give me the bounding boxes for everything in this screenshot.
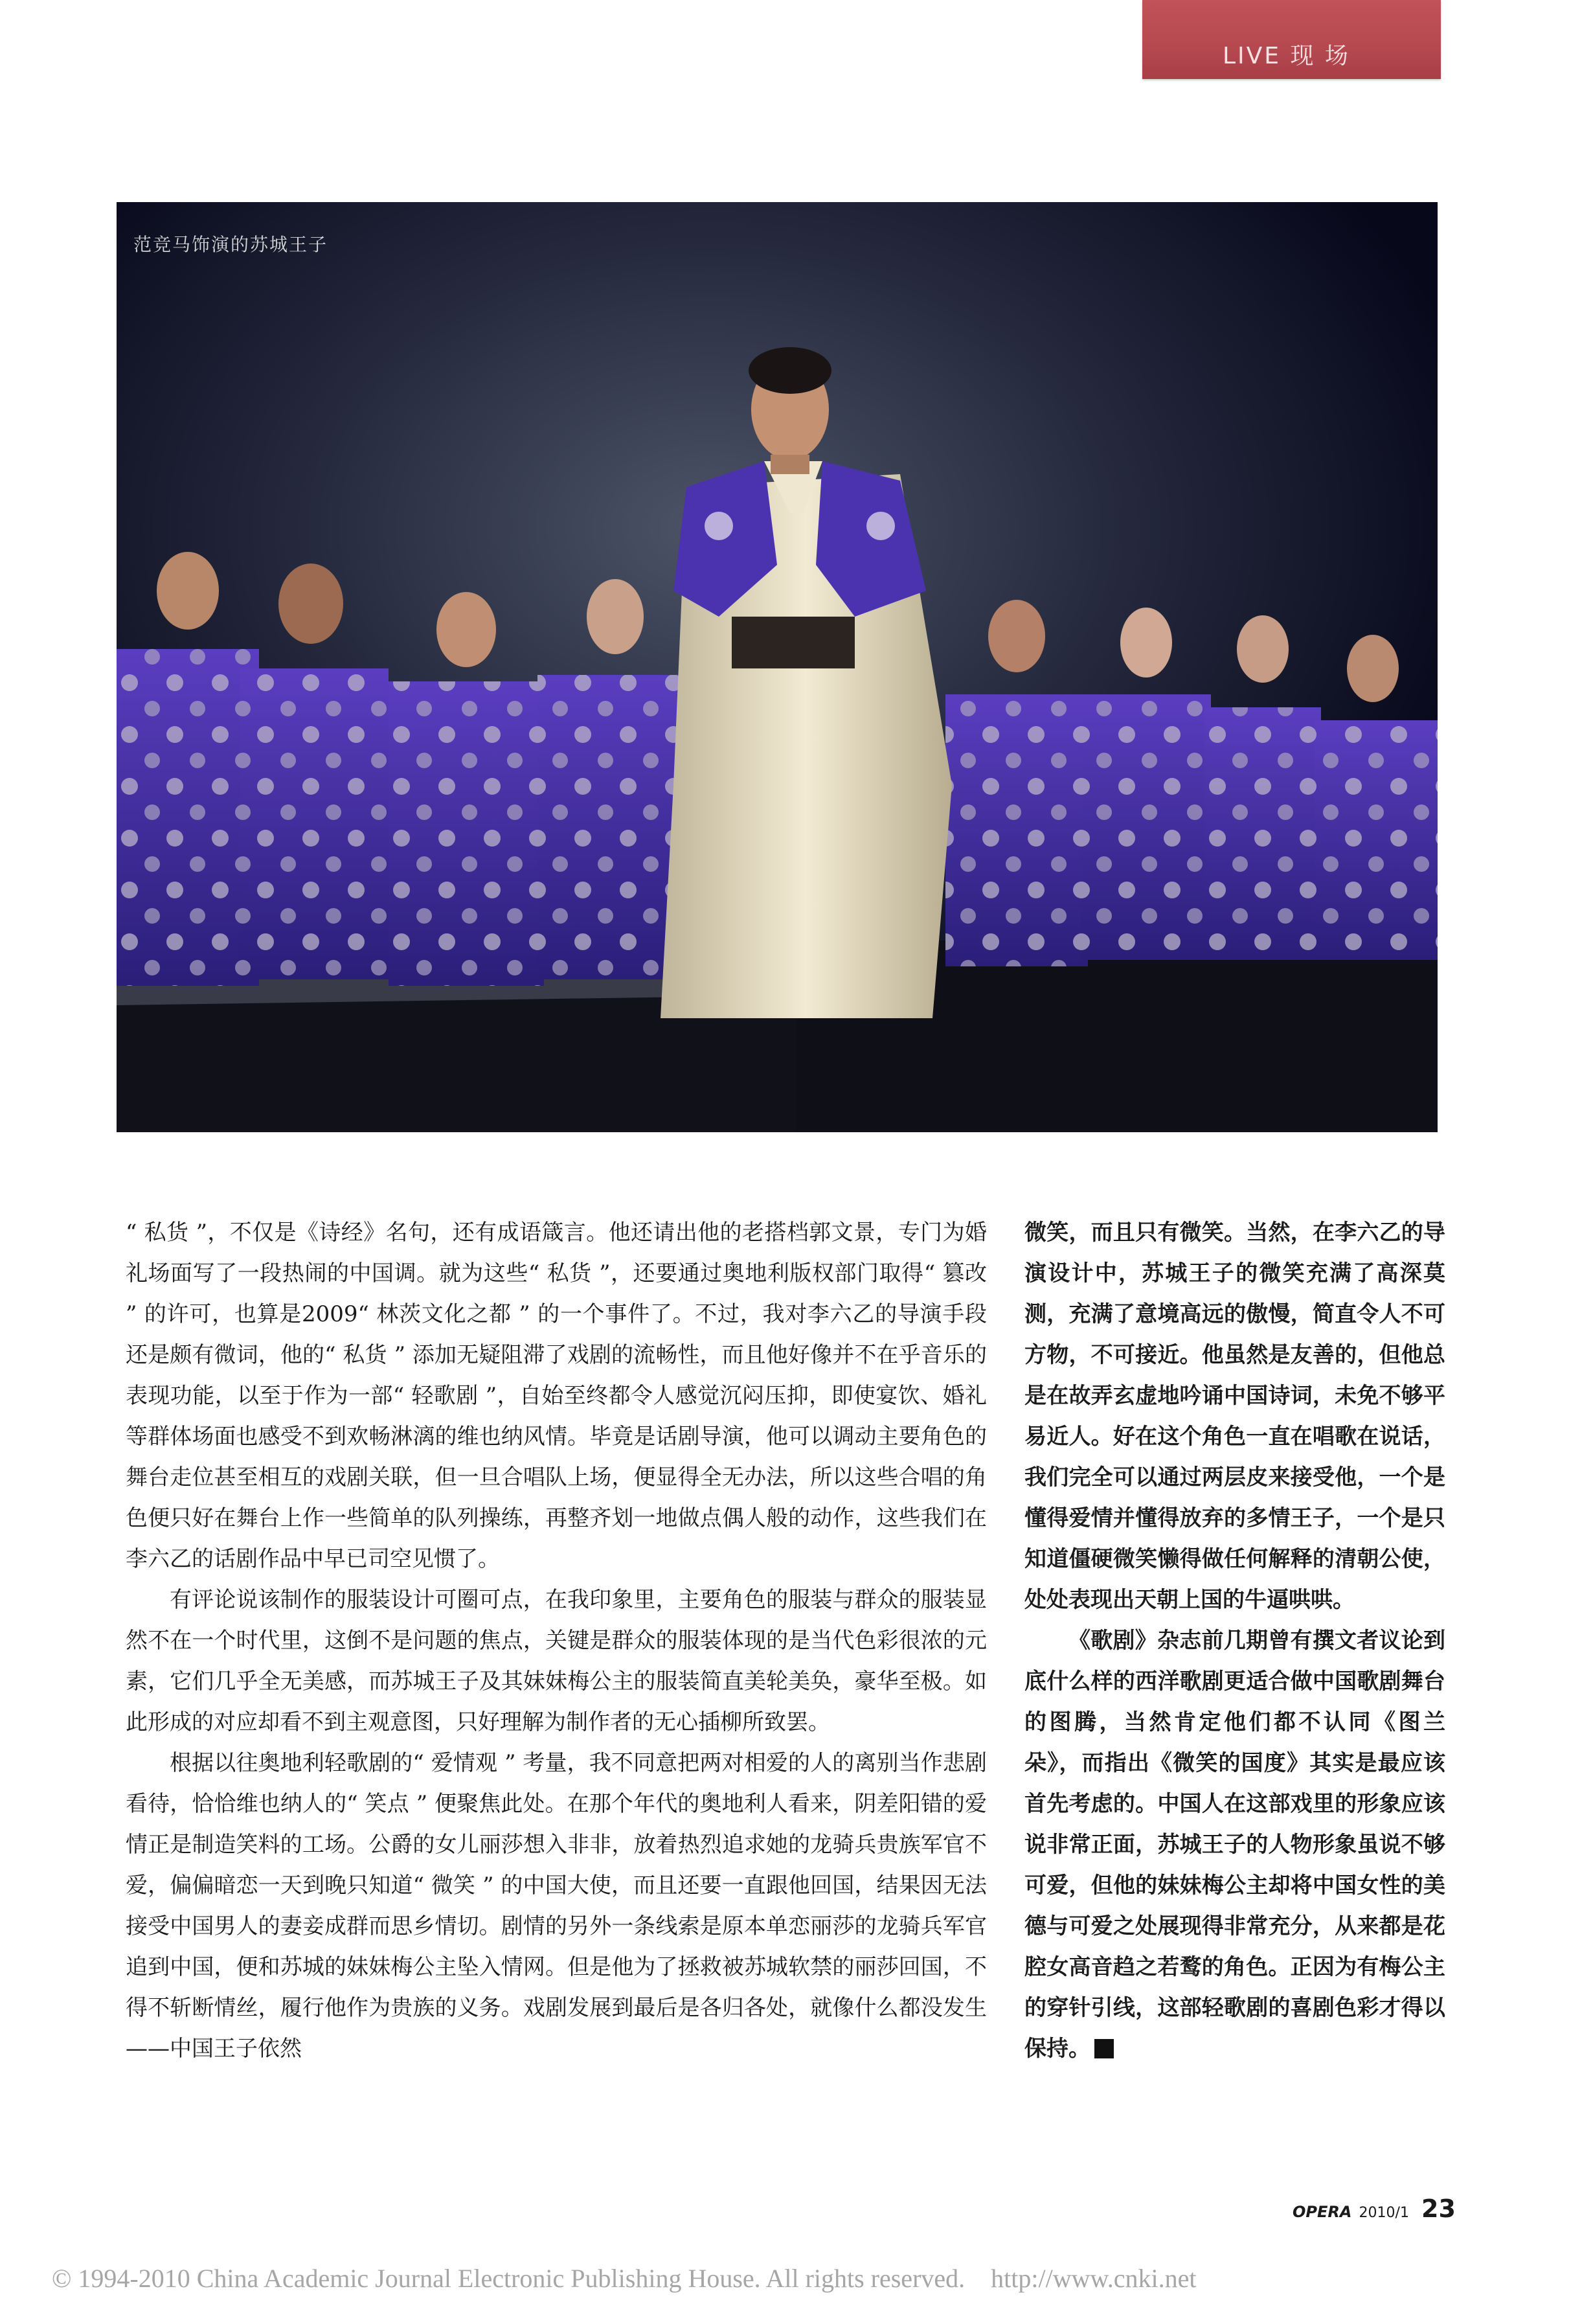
section-tab: [1142, 0, 1441, 79]
article-paragraph: 有评论说该制作的服装设计可圈可点，在我印象里，主要角色的服装与群众的服装显然不在一个时代里，这倒不是问题的焦点，关键是群众的服装体现的是当代色彩很浓的元素，它们几乎全无美感，而苏城王子及其妹妹梅公主的服装简直美轮美奂，豪华至极。如此形成的对应却看不到主观意图，只好理解为制作者的无心插柳所致罢。: [126, 1587, 987, 1735]
magazine-name: OPERA: [1293, 2203, 1352, 2221]
issue-number: 2010/1: [1359, 2205, 1409, 2221]
article-paragraph: 根据以往奥地利轻歌剧的“ 爱情观 ” 考量，我不同意把两对相爱的人的离别当作悲剧看待，恰恰维也纳人的“ 笑点 ” 便聚焦此处。在那个年代的奥地利人看来，阴差阳错的爱情正是制造笑料的工场。公爵的女儿丽莎想入非非，放着热烈追求她的龙骑兵贵族军官不爱，偏偏暗恋一天到晚只知道“ 微笑 ” 的中国大使，而且还要一直跟他回国，结果因无法接受中国男人的妻妾成群而思乡情切。剧情的另外一条线索是原本单恋丽莎的龙骑兵军官追到中国，便和苏城的妹妹梅公主坠入情网。但是他为了拯救被苏城软禁的丽莎回国，不得不斩断情丝，履行他作为贵族的义务。戏剧发展到最后是各归各处，就像什么都没发生——中国王子依然: [126, 1750, 987, 2062]
page-number: 23: [1421, 2194, 1456, 2223]
section-tab-label: LIVE 现 场: [1223, 43, 1350, 69]
stage-photo: [117, 202, 1438, 1132]
article-paragraph-text: 《歌剧》杂志前几期曾有撰文者议论到底什么样的西洋歌剧更适合做中国歌剧舞台的图腾，当然肯定他们都不认同《图兰朵》，而指出《微笑的国度》其实是最应该首先考虑的。中国人在这部戏里的形象应该说非常正面，苏城王子的人物形象虽说不够可爱，但他的妹妹梅公主却将中国女性的美德与可爱之处展现得非常充分，从来都是花腔女高音趋之若鹜的角色。正因为有梅公主的穿针引线，这部轻歌剧的喜剧色彩才得以保持。: [1024, 1628, 1445, 2062]
copyright-notice: © 1994-2010 China Academic Journal Electronic Publishing House. All rights reserved. http://www.cnki.net: [52, 2264, 1197, 2293]
article-column-left: [126, 1213, 987, 2069]
article-paragraph: “ 私货 ”，不仅是《诗经》名句，还有成语箴言。他还请出他的老搭档郭文景，专门为婚礼场面写了一段热闹的中国调。就为这些“ 私货 ”，还要通过奥地利版权部门取得“ 篡改 ” 的许可，也算是2009“ 林茨文化之都 ” 的一个事件了。不过，我对李六乙的导演手段还是颇有微词，他的“ 私货 ” 添加无疑阻滞了戏剧的流畅性，而且他好像并不在乎音乐的表现功能，以至于作为一部“ 轻歌剧 ”，自始至终都令人感觉沉闷压抑，即使宴饮、婚礼等群体场面也感受不到欢畅淋漓的维也纳风情。毕竟是话剧导演，他可以调动主要角色的舞台走位甚至相互的戏剧关联，但一旦合唱队上场，便显得全无办法，所以这些合唱的角色便只好在舞台上作一些简单的队列操练，再整齐划一地做点偶人般的动作，这些我们在李六乙的话剧作品中早已司空见惯了。: [126, 1220, 987, 1572]
article-paragraph: 微笑，而且只有微笑。当然，在李六乙的导演设计中，苏城王子的微笑充满了高深莫测，充满了意境高远的傲慢，简直令人不可方物，不可接近。他虽然是友善的，但他总是在故弄玄虚地吟诵中国诗词，未免不够平易近人。好在这个角色一直在唱歌在说话，我们完全可以通过两层皮来接受他，一个是懂得爱情并懂得放弃的多情王子，一个是只知道僵硬微笑懒得做任何解释的清朝公使，处处表现出天朝上国的牛逼哄哄。: [1024, 1220, 1445, 1613]
end-mark-icon: [1094, 2039, 1114, 2058]
article-paragraph-final: [1024, 1621, 1445, 2069]
photo-caption: 范竞马饰演的苏城王子: [133, 234, 328, 255]
page-folio: [1293, 2194, 1456, 2223]
article-column-right: [1024, 1213, 1445, 2069]
stage-photo-illustration: [117, 202, 1438, 1132]
